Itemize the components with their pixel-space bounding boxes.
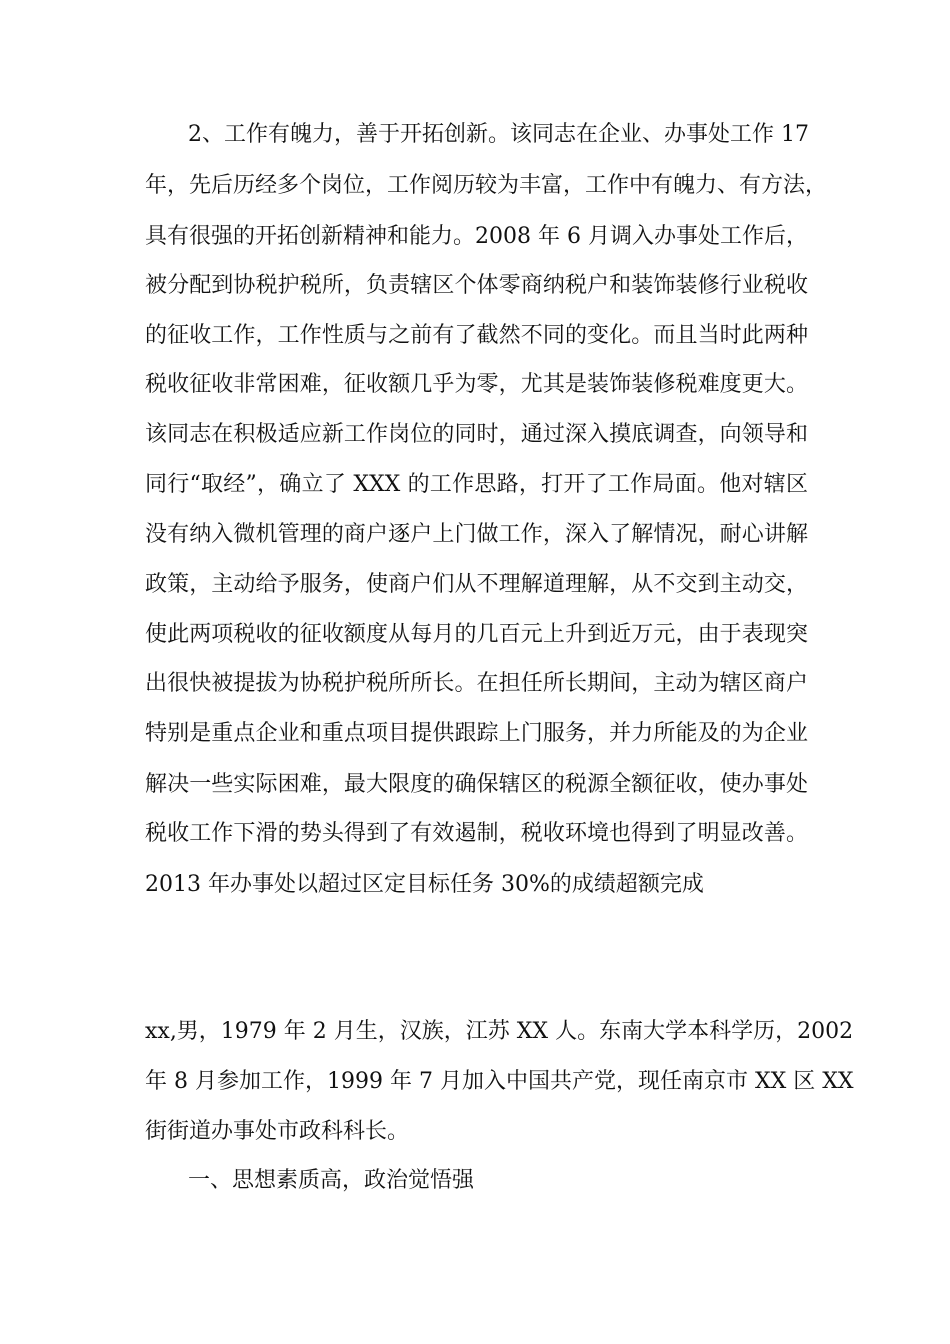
- paragraph-line: 街街道办事处市政科科长。: [145, 1119, 410, 1144]
- paragraph-line: 2、工作有魄力，善于开拓创新。该同志在企业、办事处工作 17: [188, 122, 809, 147]
- paragraph-line: 具有很强的开拓创新精神和能力。2008 年 6 月调入办事处工作后，: [145, 224, 808, 249]
- paragraph-line: 解决一些实际困难，最大限度的确保辖区的税源全额征收，使办事处: [145, 772, 808, 797]
- paragraph-line: 年 8 月参加工作，1999 年 7 月加入中国共产党，现任南京市 XX 区 XX: [145, 1069, 854, 1094]
- paragraph-line: 被分配到协税护税所，负责辖区个体零商纳税户和装饰装修行业税收: [145, 273, 808, 298]
- paragraph-line: 年，先后历经多个岗位，工作阅历较为丰富，工作中有魄力、有方法，: [145, 173, 828, 198]
- paragraph-line: 同行“取经”，确立了 XXX 的工作思路，打开了工作局面。他对辖区: [145, 472, 808, 497]
- paragraph-line: 该同志在积极适应新工作岗位的同时，通过深入摸底调查，向领导和: [145, 422, 808, 447]
- paragraph-line: 税收工作下滑的势头得到了有效遏制，税收环境也得到了明显改善。: [145, 821, 808, 846]
- paragraph-line: 没有纳入微机管理的商户逐户上门做工作，深入了解情况，耐心讲解: [145, 522, 808, 547]
- paragraph-line: 出很快被提拔为协税护税所所长。在担任所长期间，主动为辖区商户: [145, 671, 808, 696]
- paragraph-line: 的征收工作，工作性质与之前有了截然不同的变化。而且当时此两种: [145, 323, 808, 348]
- paragraph-line: 特别是重点企业和重点项目提供跟踪上门服务，并力所能及的为企业: [145, 721, 808, 746]
- paragraph-line: 税收征收非常困难，征收额几乎为零，尤其是装饰装修税难度更大。: [145, 372, 808, 397]
- section-heading: 一、思想素质高，政治觉悟强: [188, 1168, 475, 1193]
- paragraph-line: 使此两项税收的征收额度从每月的几百元上升到近万元，由于表现突: [145, 622, 808, 647]
- paragraph-line: xx,男，1979 年 2 月生，汉族，江苏 XX 人。东南大学本科学历，2002: [145, 1019, 854, 1044]
- paragraph-line: 政策，主动给予服务，使商户们从不理解道理解，从不交到主动交，: [145, 572, 808, 597]
- paragraph-line: 2013 年办事处以超过区定目标任务 30%的成绩超额完成: [145, 872, 704, 897]
